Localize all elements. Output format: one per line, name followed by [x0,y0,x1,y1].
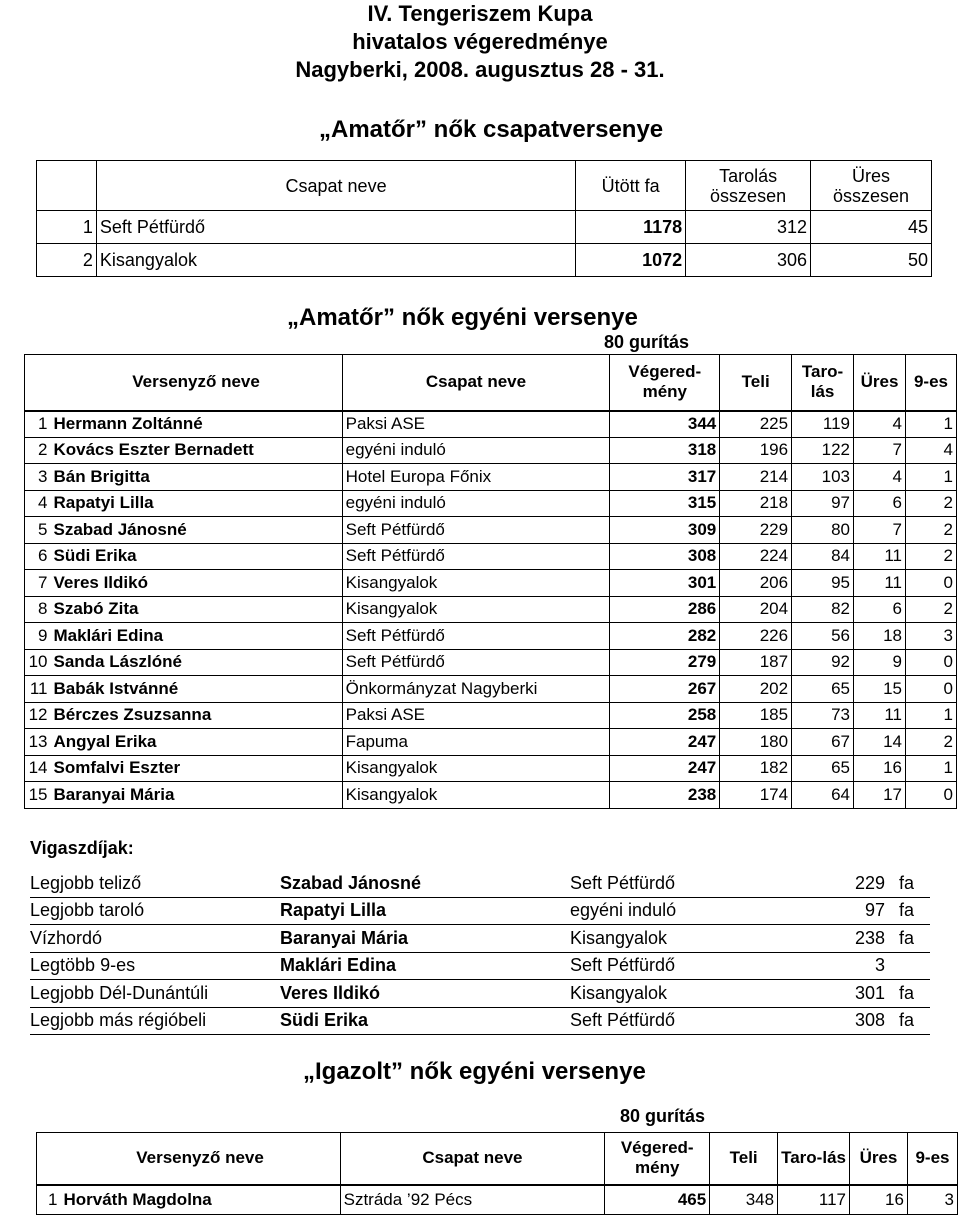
empty-value: 11 [854,702,906,729]
nine-value: 2 [905,729,956,756]
full-value: 229 [720,517,792,544]
player-header: Versenyző neve [60,1133,340,1185]
award-unit: fa [885,870,930,897]
full-value: 206 [720,570,792,597]
player-name: Hermann Zoltánné [50,411,342,438]
team-name: Kisangyalok [342,782,610,809]
team-name: Önkormányzat Nagyberki [342,676,610,703]
award-unit: fa [885,980,930,1008]
nine-header: 9-es [907,1133,957,1185]
table-row [25,596,957,623]
list-item [30,980,930,1008]
nine-value: 2 [905,543,956,570]
full-value: 187 [720,649,792,676]
full-value: 226 [720,623,792,650]
full-value: 224 [720,543,792,570]
empty-value: 6 [854,490,906,517]
empty-value: 4 [854,411,906,438]
table-row [25,464,957,491]
clear-value: 56 [792,623,854,650]
clear-value: 64 [792,782,854,809]
result-value: 267 [610,676,720,703]
clear-value: 306 [686,244,811,277]
list-item [30,897,930,925]
award-value: 301 [825,980,885,1008]
team-name: Kisangyalok [342,570,610,597]
rank: 9 [25,623,51,650]
rank-header [37,1133,61,1185]
clear-header: Taro-lás [792,355,854,411]
team-name-header: Csapat neve [96,161,575,211]
rank: 1 [25,411,51,438]
empty-value: 4 [854,464,906,491]
clear-value: 65 [792,755,854,782]
result-value: 308 [610,543,720,570]
full-header: Teli [710,1133,778,1185]
clear-value: 119 [792,411,854,438]
table-row [25,517,957,544]
nine-value: 0 [905,649,956,676]
winner-team: egyéni induló [570,897,825,925]
result-value: 317 [610,464,720,491]
table-row [25,623,957,650]
award-value: 308 [825,1007,885,1035]
player-name: Somfalvi Eszter [50,755,342,782]
winner-team: Seft Pétfürdő [570,952,825,980]
rank: 12 [25,702,51,729]
award-name: Legjobb teliző [30,870,280,897]
rank: 4 [25,490,51,517]
result-header: Végered-mény [610,355,720,411]
team-results-table [36,160,932,277]
document-title-line3: Nagyberki, 2008. augusztus 28 - 31. [295,57,665,82]
clear-value: 84 [792,543,854,570]
team-name: egyéni induló [342,437,610,464]
clear-header: Taro-lás [778,1133,850,1185]
result-value: 282 [610,623,720,650]
document-title-line1: IV. Tengeriszem Kupa [367,1,593,26]
winner-name: Rapatyi Lilla [280,897,570,925]
full-header: Teli [720,355,792,411]
nine-header: 9-es [905,355,956,411]
result-value: 286 [610,596,720,623]
table-row [25,676,957,703]
nine-value: 2 [905,517,956,544]
team-empty-header: Üres összesen [811,161,932,211]
player-name: Sanda Lászlóné [50,649,342,676]
clear-value: 73 [792,702,854,729]
award-value: 229 [825,870,885,897]
rank: 2 [25,437,51,464]
award-name: Legjobb más régióbeli [30,1007,280,1035]
consolation-title: Vigaszdíjak: [30,838,134,858]
player-name: Angyal Erika [50,729,342,756]
full-value: 218 [720,490,792,517]
player-header: Versenyző neve [50,355,342,411]
team-header: Csapat neve [342,355,610,411]
team-name: Paksi ASE [342,411,610,438]
player-name: Veres Ildikó [50,570,342,597]
full-value: 185 [720,702,792,729]
empty-value: 14 [854,729,906,756]
table-row [25,543,957,570]
rank: 8 [25,596,51,623]
clear-value: 80 [792,517,854,544]
clear-value: 82 [792,596,854,623]
player-name: Horváth Magdolna [60,1185,340,1215]
team-clear-header: Tarolás összesen [686,161,811,211]
individual-section-subtitle: 80 gurítás [604,332,690,352]
full-value: 196 [720,437,792,464]
team-header: Csapat neve [340,1133,605,1185]
winner-team: Seft Pétfürdő [570,1007,825,1035]
player-name: Szabad Jánosné [50,517,342,544]
player-name: Maklári Edina [50,623,342,650]
nine-value: 4 [905,437,956,464]
team-name: Sztráda ’92 Pécs [340,1185,605,1215]
team-rank-header [37,161,97,211]
result-value: 309 [610,517,720,544]
award-unit [885,952,930,980]
empty-header: Üres [850,1133,908,1185]
nine-value: 1 [905,411,956,438]
result-header: Végered-mény [605,1133,710,1185]
team-name: Hotel Europa Főnix [342,464,610,491]
document-title-line2: hivatalos végeredménye [352,29,608,54]
award-unit: fa [885,925,930,953]
empty-value: 7 [854,437,906,464]
winner-name: Baranyai Mária [280,925,570,953]
team-name: Seft Pétfürdő [342,543,610,570]
rank: 2 [37,244,97,277]
team-name: Fapuma [342,729,610,756]
hit-value: 1178 [576,211,686,244]
result-value: 238 [610,782,720,809]
full-value: 174 [720,782,792,809]
full-value: 202 [720,676,792,703]
empty-value: 11 [854,543,906,570]
winner-team: Kisangyalok [570,980,825,1008]
licensed-section-subtitle: 80 gurítás [620,1106,706,1126]
nine-value: 3 [905,623,956,650]
nine-value: 1 [905,702,956,729]
player-name: Bán Brigitta [50,464,342,491]
team-name: egyéni induló [342,490,610,517]
clear-value: 65 [792,676,854,703]
team-name: Seft Pétfürdő [342,623,610,650]
result-value: 318 [610,437,720,464]
individual-section-title: „Amatőr” nők egyéni versenye [287,304,638,331]
empty-value: 18 [854,623,906,650]
clear-value: 312 [686,211,811,244]
empty-value: 15 [854,676,906,703]
rank: 11 [25,676,51,703]
clear-value: 97 [792,490,854,517]
nine-value: 0 [905,676,956,703]
table-row [25,437,957,464]
full-value: 182 [720,755,792,782]
clear-value: 95 [792,570,854,597]
nine-value: 0 [905,782,956,809]
table-row [25,702,957,729]
rank: 14 [25,755,51,782]
rank: 1 [37,211,97,244]
table-row [37,244,932,277]
player-name: Babák Istvánné [50,676,342,703]
consolation-table [30,870,930,1035]
winner-name: Szabad Jánosné [280,870,570,897]
empty-value: 50 [811,244,932,277]
empty-value: 9 [854,649,906,676]
clear-value: 103 [792,464,854,491]
nine-value: 1 [905,755,956,782]
table-row [25,755,957,782]
empty-header: Üres [854,355,906,411]
hit-value: 1072 [576,244,686,277]
full-value: 225 [720,411,792,438]
winner-name: Südi Erika [280,1007,570,1035]
team-hit-header: Ütött fa [576,161,686,211]
clear-value: 67 [792,729,854,756]
nine-value: 1 [905,464,956,491]
result-value: 247 [610,729,720,756]
team-section-title: „Amatőr” nők csapatversenye [319,116,664,143]
table-row [37,1185,958,1215]
winner-team: Seft Pétfürdő [570,870,825,897]
award-unit: fa [885,1007,930,1035]
list-item [30,925,930,953]
licensed-section-title: „Igazolt” nők egyéni versenye [303,1058,646,1085]
player-name: Bérczes Zsuzsanna [50,702,342,729]
award-name: Legjobb taroló [30,897,280,925]
clear-value: 117 [778,1185,850,1215]
winner-team: Kisangyalok [570,925,825,953]
rank: 13 [25,729,51,756]
table-row [37,211,932,244]
licensed-results-table [36,1132,958,1215]
full-value: 214 [720,464,792,491]
individual-results-table [24,354,957,809]
team-name: Kisangyalok [96,244,575,277]
rank: 5 [25,517,51,544]
empty-value: 16 [854,755,906,782]
list-item [30,1007,930,1035]
team-name: Seft Pétfürdő [342,649,610,676]
empty-value: 17 [854,782,906,809]
team-name: Kisangyalok [342,596,610,623]
award-name: Legjobb Dél-Dunántúli [30,980,280,1008]
list-item [30,952,930,980]
clear-value: 92 [792,649,854,676]
empty-value: 7 [854,517,906,544]
licensed-table-header [37,1133,958,1185]
team-name: Paksi ASE [342,702,610,729]
player-name: Baranyai Mária [50,782,342,809]
team-name: Kisangyalok [342,755,610,782]
player-name: Szabó Zita [50,596,342,623]
nine-value: 0 [905,570,956,597]
full-value: 348 [710,1185,778,1215]
empty-value: 16 [850,1185,908,1215]
full-value: 180 [720,729,792,756]
table-row [25,490,957,517]
rank: 6 [25,543,51,570]
rank: 1 [37,1185,61,1215]
table-row [25,729,957,756]
full-value: 204 [720,596,792,623]
award-value: 238 [825,925,885,953]
result-value: 301 [610,570,720,597]
clear-value: 122 [792,437,854,464]
player-name: Südi Erika [50,543,342,570]
result-value: 258 [610,702,720,729]
rank: 7 [25,570,51,597]
award-unit: fa [885,897,930,925]
team-table-header [37,161,932,211]
player-name: Kovács Eszter Bernadett [50,437,342,464]
result-value: 315 [610,490,720,517]
table-row [25,782,957,809]
result-value: 279 [610,649,720,676]
team-name: Seft Pétfürdő [96,211,575,244]
winner-name: Veres Ildikó [280,980,570,1008]
empty-value: 6 [854,596,906,623]
rank: 3 [25,464,51,491]
table-row [25,649,957,676]
table-row [25,411,957,438]
result-value: 465 [605,1185,710,1215]
result-value: 247 [610,755,720,782]
player-name: Rapatyi Lilla [50,490,342,517]
award-value: 3 [825,952,885,980]
individual-table-header [25,355,957,411]
list-item [30,870,930,897]
result-value: 344 [610,411,720,438]
award-name: Legtöbb 9-es [30,952,280,980]
empty-value: 45 [811,211,932,244]
nine-value: 3 [907,1185,957,1215]
award-name: Vízhordó [30,925,280,953]
rank: 15 [25,782,51,809]
rank-header [25,355,51,411]
empty-value: 11 [854,570,906,597]
winner-name: Maklári Edina [280,952,570,980]
nine-value: 2 [905,596,956,623]
award-value: 97 [825,897,885,925]
rank: 10 [25,649,51,676]
team-name: Seft Pétfürdő [342,517,610,544]
nine-value: 2 [905,490,956,517]
table-row [25,570,957,597]
